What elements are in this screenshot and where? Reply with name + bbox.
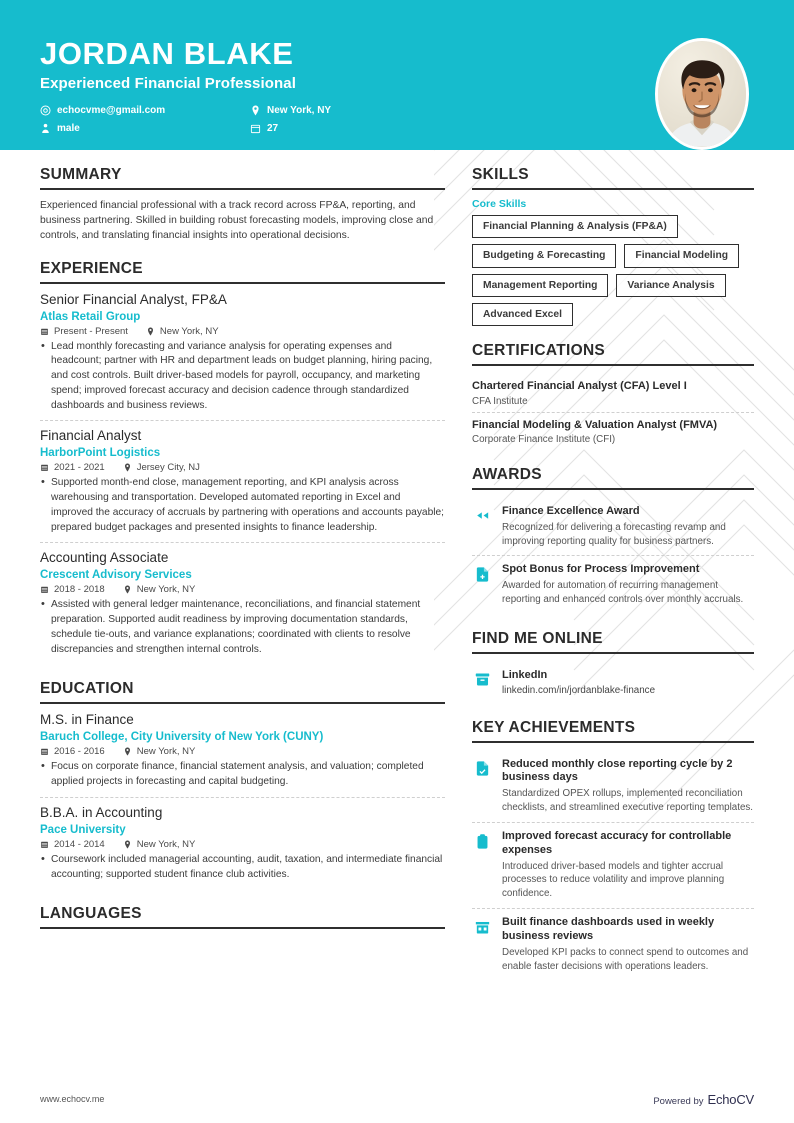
experience-entry bbox=[40, 542, 445, 664]
location bbox=[146, 326, 219, 337]
powered-by-label: Powered by bbox=[653, 1095, 704, 1107]
achievement-description: Developed KPI packs to connect spend to outcomes and enable faster decisions with operations leaders. bbox=[502, 946, 749, 972]
list-item: • Focus on corporate finance, financial statement analysis, and valuation; completed applied projects in forecasting and capital budgeting. bbox=[40, 760, 445, 790]
clipboard-icon bbox=[472, 831, 492, 851]
section-heading-skills: SKILLS bbox=[472, 166, 754, 190]
experience-entry bbox=[40, 292, 445, 421]
education-organization: Baruch College, City University of New York (CUNY) bbox=[40, 731, 324, 744]
calendar-icon bbox=[40, 747, 49, 756]
certification-name: Financial Modeling & Valuation Analyst (FMVA) bbox=[472, 418, 718, 431]
list-item: • Coursework included managerial accounting, audit, taxation, and intermediate financial accounting; supported student finance club activities. bbox=[40, 853, 445, 883]
skill-pill: Advanced Excel bbox=[472, 303, 573, 326]
header-subtitle: Experienced Financial Professional bbox=[40, 74, 296, 92]
online-profile-item[interactable] bbox=[472, 662, 754, 703]
page-fade bbox=[0, 1033, 794, 1075]
section-heading-certifications: CERTIFICATIONS bbox=[472, 342, 754, 366]
page-footer bbox=[0, 1075, 794, 1123]
location-value: Jersey City, NJ bbox=[136, 462, 200, 474]
contact-age bbox=[250, 123, 460, 135]
certification-name: Chartered Financial Analyst (CFA) Level I bbox=[472, 380, 687, 393]
experience-bullets bbox=[40, 476, 445, 535]
certification-item bbox=[472, 412, 754, 450]
certification-issuer: CFA Institute bbox=[472, 395, 528, 407]
footer-branding bbox=[653, 1092, 754, 1107]
date-range bbox=[40, 839, 105, 850]
date-range-value: 2018 - 2018 bbox=[54, 584, 105, 596]
skill-pill: Variance Analysis bbox=[616, 274, 725, 297]
skill-pill: Financial Modeling bbox=[624, 244, 739, 267]
location-pin-icon bbox=[123, 585, 132, 594]
experience-meta bbox=[40, 326, 445, 337]
experience-organization: Crescent Advisory Services bbox=[40, 569, 192, 582]
archive-box-icon bbox=[472, 670, 492, 690]
location-pin-icon bbox=[250, 105, 261, 116]
award-description: Awarded for automation of recurring management reporting and enhanced controls over monthly accruals. bbox=[502, 580, 744, 606]
award-content bbox=[502, 563, 754, 607]
online-profile-name: LinkedIn bbox=[502, 668, 548, 681]
location-pin-icon bbox=[123, 840, 132, 849]
experience-meta bbox=[40, 462, 445, 473]
achievement-item bbox=[472, 822, 754, 908]
skill-pill: Financial Planning & Analysis (FP&A) bbox=[472, 215, 678, 238]
location-pin-icon bbox=[123, 463, 132, 472]
section-heading-summary: SUMMARY bbox=[40, 166, 445, 190]
education-organization: Pace University bbox=[40, 823, 126, 836]
section-heading-key-achievements: KEY ACHIEVEMENTS bbox=[472, 719, 754, 743]
education-entry bbox=[40, 797, 445, 889]
storefront-icon bbox=[472, 917, 492, 937]
skill-pill: Budgeting & Forecasting bbox=[472, 244, 616, 267]
date-range-value: 2014 - 2014 bbox=[54, 838, 105, 850]
award-title: Spot Bonus for Process Improvement bbox=[502, 563, 700, 576]
award-item bbox=[472, 555, 754, 614]
achievement-content bbox=[502, 830, 754, 901]
award-description: Recognized for delivering a forecasting revamp and improving reporting quality for business partners. bbox=[502, 521, 726, 547]
location-pin-icon bbox=[146, 327, 155, 336]
experience-bullets bbox=[40, 340, 445, 414]
avatar bbox=[655, 38, 749, 150]
achievement-content bbox=[502, 758, 754, 815]
experience-title: Accounting Associate bbox=[40, 550, 169, 566]
calendar-icon bbox=[40, 327, 49, 336]
education-bullets bbox=[40, 760, 445, 790]
education-meta bbox=[40, 839, 445, 850]
date-range-value: Present - Present bbox=[54, 325, 128, 337]
calendar-icon bbox=[40, 463, 49, 472]
date-range-value: 2021 - 2021 bbox=[54, 462, 105, 474]
date-range bbox=[40, 584, 105, 595]
contact-location bbox=[250, 105, 460, 117]
location bbox=[123, 839, 196, 850]
file-plus-icon bbox=[472, 564, 492, 584]
brand-name: EchoCV bbox=[707, 1091, 754, 1107]
location-pin-icon bbox=[123, 747, 132, 756]
contact-age-value: 27 bbox=[267, 122, 279, 134]
achievement-content bbox=[502, 916, 754, 973]
date-range-value: 2016 - 2016 bbox=[54, 746, 105, 758]
achievement-title: Improved forecast accuracy for controllable expenses bbox=[502, 830, 732, 856]
calendar-icon bbox=[40, 840, 49, 849]
location-value: New York, NY bbox=[136, 838, 196, 850]
calendar-icon bbox=[40, 585, 49, 594]
contact-gender bbox=[40, 123, 250, 135]
certification-item bbox=[472, 374, 754, 411]
footer-url[interactable]: www.echocv.me bbox=[40, 1094, 105, 1104]
contact-location-value: New York, NY bbox=[267, 104, 332, 116]
resume-body bbox=[0, 150, 794, 981]
summary-text: Experienced financial professional with a track record across FP&A, reporting, and business partnering. Skilled in building robust forecasting models, improving close and controls, and translating financial insights into operational decisions. bbox=[40, 200, 434, 242]
contact-gender-value: male bbox=[57, 122, 80, 134]
right-column bbox=[472, 166, 754, 981]
location-value: New York, NY bbox=[136, 746, 196, 758]
achievement-item bbox=[472, 751, 754, 822]
experience-bullets bbox=[40, 598, 445, 657]
location-value: New York, NY bbox=[159, 325, 219, 337]
certification-issuer: Corporate Finance Institute (CFI) bbox=[472, 433, 616, 445]
resume-header bbox=[0, 0, 794, 150]
experience-title: Senior Financial Analyst, FP&A bbox=[40, 291, 227, 307]
achievement-item bbox=[472, 908, 754, 980]
location bbox=[123, 746, 196, 757]
online-profile-content bbox=[502, 669, 655, 696]
location bbox=[123, 584, 196, 595]
page-title: JORDAN BLAKE bbox=[40, 36, 294, 71]
date-range bbox=[40, 746, 105, 757]
online-profile-url[interactable]: linkedin.com/in/jordanblake-finance bbox=[502, 684, 656, 696]
education-entry bbox=[40, 712, 445, 796]
location-value: New York, NY bbox=[136, 584, 196, 596]
list-item: • Supported month-end close, management reporting, and KPI analysis across warehousing and transportation. Developed automated reporting in Excel and improved the accuracy of accruals by partnering with operations and accounts payable; prepared budget packages and presented insights to finance leadership. bbox=[40, 476, 445, 535]
contact-email-value: echocvme@gmail.com bbox=[57, 104, 166, 116]
experience-title: Financial Analyst bbox=[40, 428, 142, 444]
date-range bbox=[40, 462, 105, 473]
education-title: B.B.A. in Accounting bbox=[40, 804, 163, 820]
contact-info bbox=[40, 105, 460, 141]
award-item bbox=[472, 498, 754, 556]
skills-list bbox=[472, 215, 754, 326]
education-title: M.S. in Finance bbox=[40, 712, 134, 728]
achievement-description: Standardized OPEX rollups, implemented reconciliation checklists, and streamlined executive reporting templates. bbox=[502, 788, 754, 814]
experience-meta bbox=[40, 584, 445, 595]
section-heading-experience: EXPERIENCE bbox=[40, 260, 445, 284]
section-heading-awards: AWARDS bbox=[472, 466, 754, 490]
date-range bbox=[40, 326, 128, 337]
section-heading-find-me-online: FIND ME ONLINE bbox=[472, 630, 754, 654]
list-item: • Lead monthly forecasting and variance analysis for operating expenses and headcount; partner with HR and department leads on budget planning, hiring pacing, and cost controls. Built driver-based models for payroll, occupancy, and marketing spend; improved forecast accuracy and decision cadence through standardized dashboards and business reviews. bbox=[40, 340, 445, 414]
rewind-icon bbox=[472, 506, 492, 526]
skills-group-label: Core Skills bbox=[472, 198, 527, 210]
achievement-title: Reduced monthly close reporting cycle by 2 business days bbox=[502, 757, 733, 784]
section-heading-languages: LANGUAGES bbox=[40, 905, 445, 929]
file-check-icon bbox=[472, 759, 492, 779]
section-heading-education: EDUCATION bbox=[40, 680, 445, 704]
achievement-title: Built finance dashboards used in weekly business reviews bbox=[502, 916, 715, 942]
experience-organization: Atlas Retail Group bbox=[40, 310, 141, 323]
email-icon bbox=[40, 105, 51, 116]
person-icon bbox=[40, 123, 51, 134]
list-item: • Assisted with general ledger maintenance, reconciliations, and financial statement preparation. Supported audit readiness by improving documentation standards, schedule tie-outs, and variance explanations; coordinated with clients to resolve discrepancies and strengthen internal controls. bbox=[40, 598, 445, 657]
award-title: Finance Excellence Award bbox=[502, 504, 640, 517]
achievement-description: Introduced driver-based models and tighter accrual processes to reduce volatility and improve planning confidence. bbox=[502, 860, 725, 900]
contact-email[interactable] bbox=[40, 105, 250, 117]
experience-entry bbox=[40, 420, 445, 542]
location bbox=[123, 462, 200, 473]
skill-pill: Management Reporting bbox=[472, 274, 608, 297]
calendar-icon bbox=[250, 123, 261, 134]
experience-organization: HarborPoint Logistics bbox=[40, 447, 161, 460]
education-meta bbox=[40, 746, 445, 757]
left-column bbox=[40, 166, 445, 937]
award-content bbox=[502, 505, 754, 549]
education-bullets bbox=[40, 853, 445, 883]
